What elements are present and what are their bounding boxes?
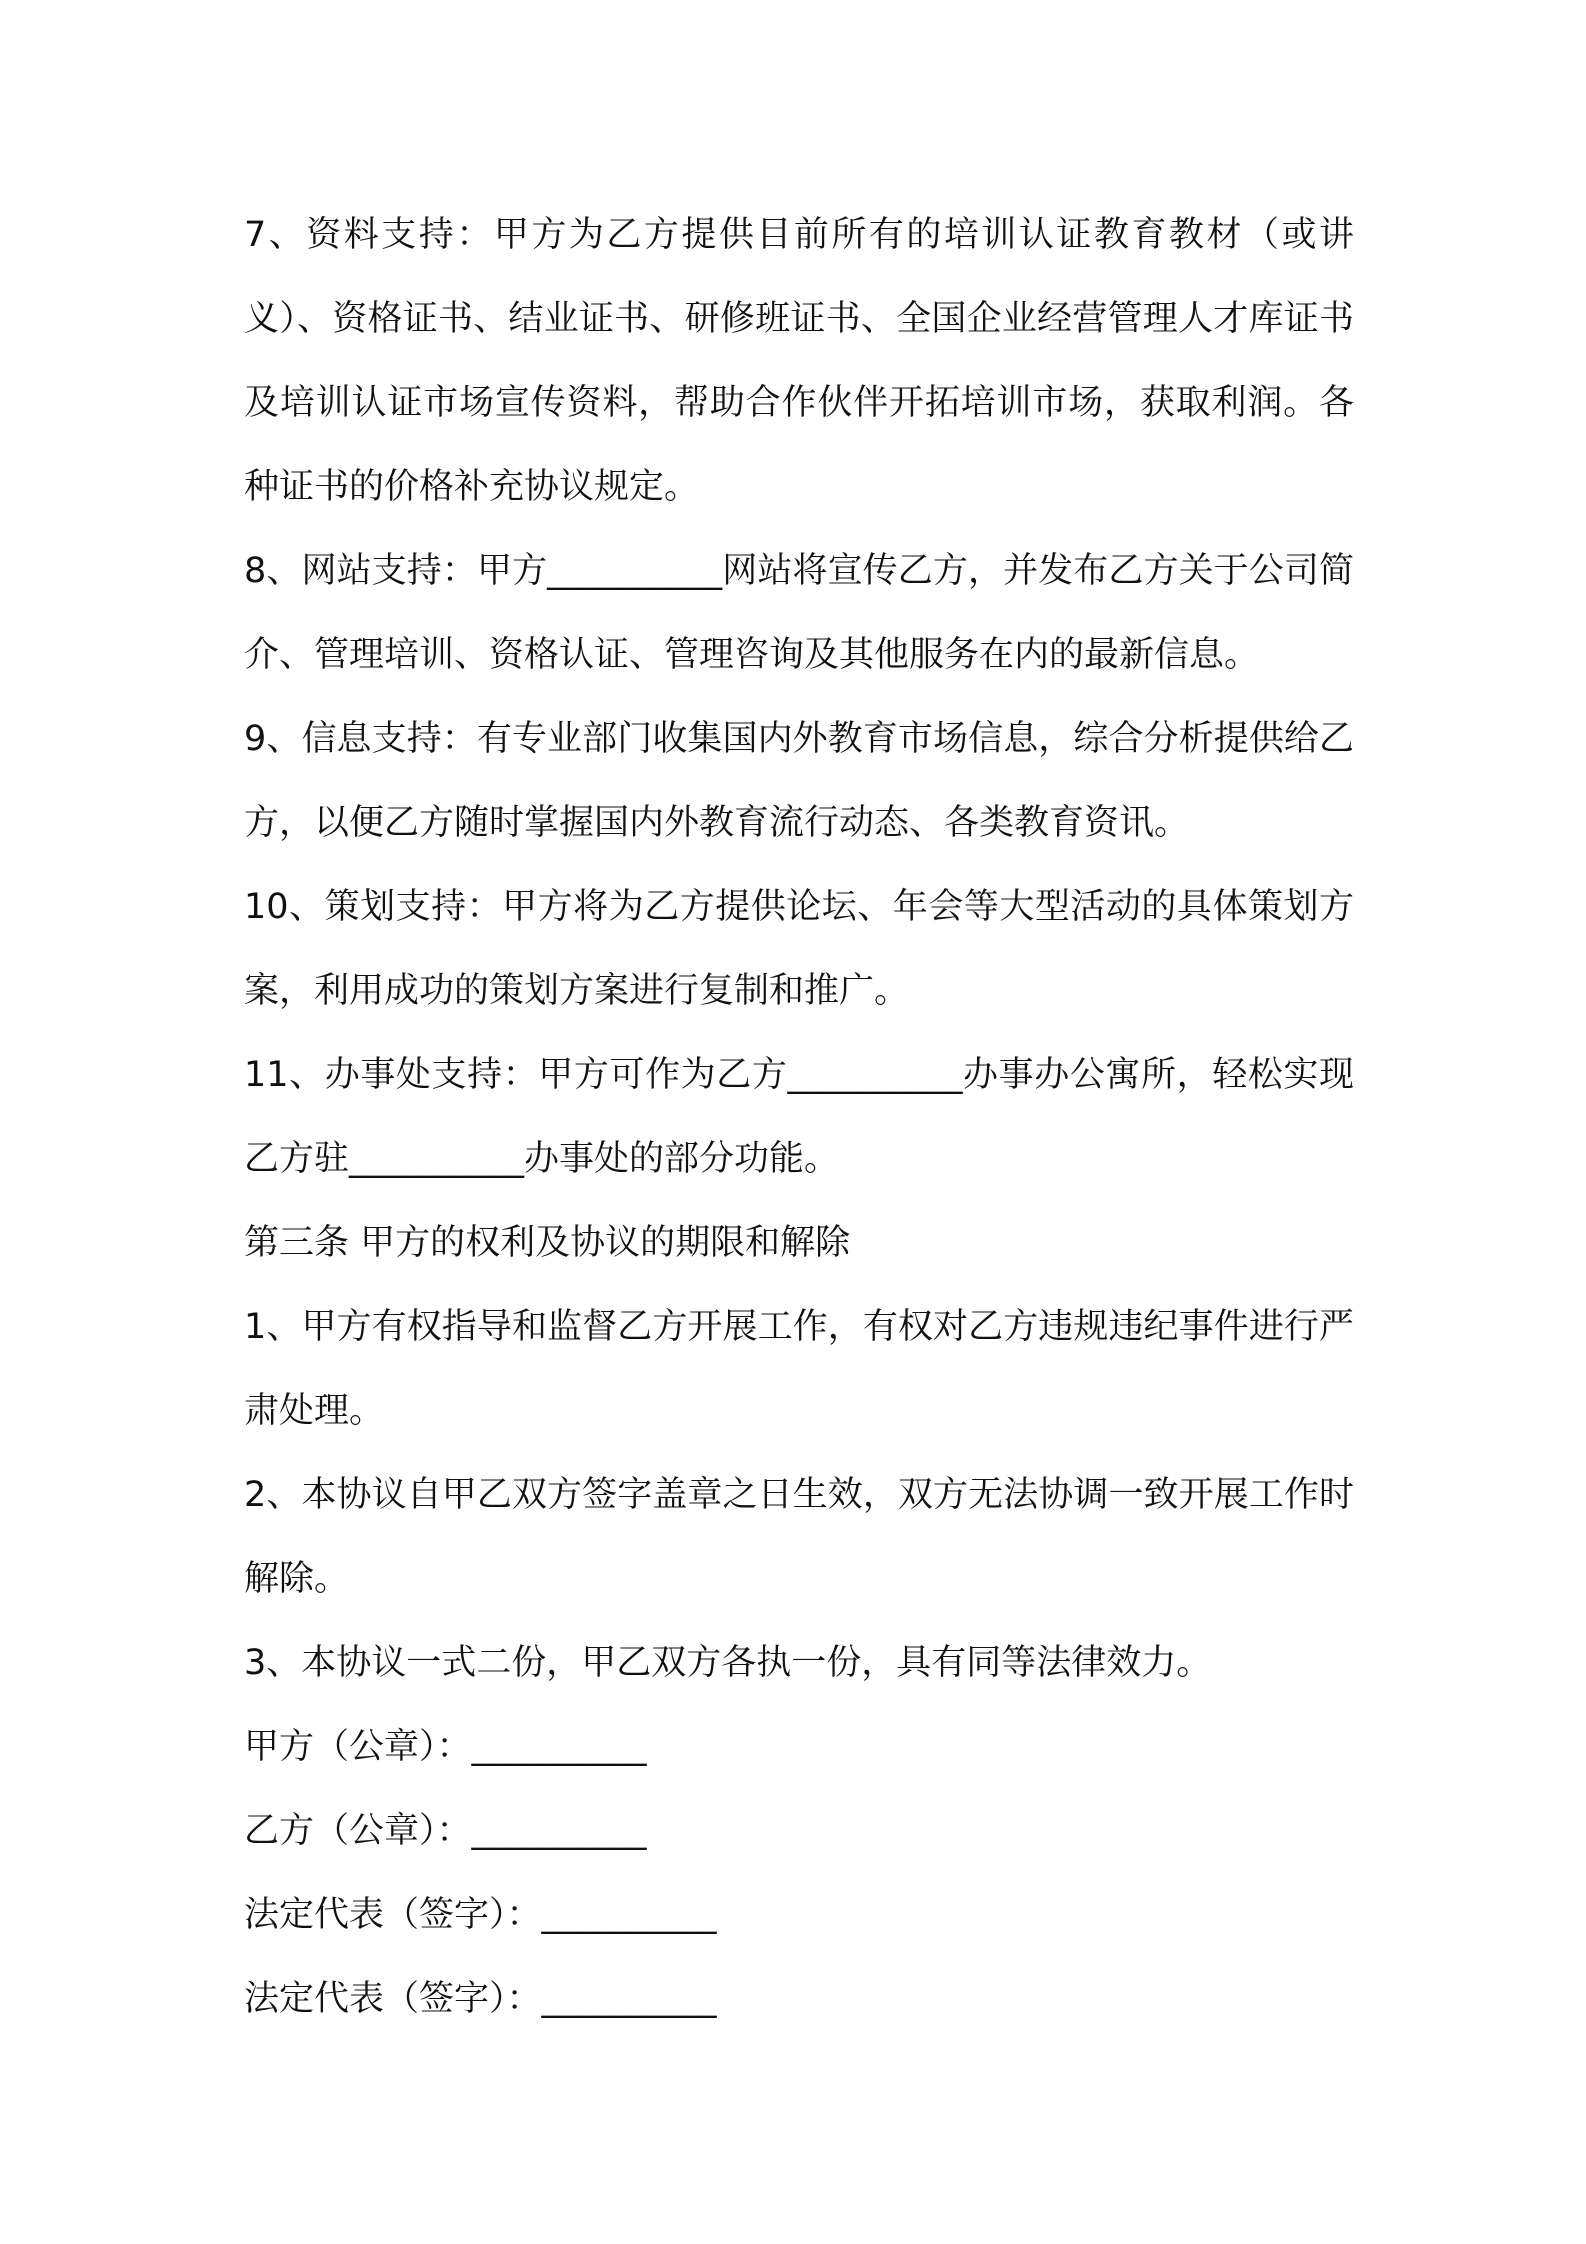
- clause-item-1: 1、甲方有权指导和监督乙方开展工作，有权对乙方违规违纪事件进行严肃处理。: [244, 1307, 1354, 1431]
- signature-party-b-seal: 乙方（公章）：__________: [244, 1811, 647, 1851]
- signature-legal-rep-2: 法定代表（签字）：__________: [244, 1979, 717, 2019]
- clause-heading: 第三条 甲方的权利及协议的期限和解除: [244, 1223, 851, 1263]
- clause-item-3: 3、本协议一式二份，甲乙双方各执一份，具有同等法律效力。: [244, 1643, 1212, 1683]
- paragraph-item-7: 7、资料支持：甲方为乙方提供目前所有的培训认证教育教材（或讲义）、资格证书、结业证书、研修班证书、全国企业经营管理人才库证书及培训认证市场宣传资料，帮助合作伙伴开拓培训市场，获取利润。各种证书的价格补充协议规定。: [244, 215, 1354, 507]
- clause-item-2: 2、本协议自甲乙双方签字盖章之日生效，双方无法协调一致开展工作时解除。: [244, 1475, 1354, 1599]
- document-body: [244, 193, 1354, 2041]
- paragraph-item-10: 10、策划支持：甲方将为乙方提供论坛、年会等大型活动的具体策划方案，利用成功的策划方案进行复制和推广。: [244, 887, 1354, 1011]
- paragraph-item-11: 11、办事处支持：甲方可作为乙方__________办事办公寓所，轻松实现乙方驻__________办事处的部分功能。: [244, 1055, 1354, 1179]
- signature-legal-rep-1: 法定代表（签字）：__________: [244, 1895, 717, 1935]
- paragraph-item-8: 8、网站支持：甲方__________网站将宣传乙方，并发布乙方关于公司简介、管理培训、资格认证、管理咨询及其他服务在内的最新信息。: [244, 551, 1354, 675]
- paragraph-item-9: 9、信息支持：有专业部门收集国内外教育市场信息，综合分析提供给乙方，以便乙方随时掌握国内外教育流行动态、各类教育资讯。: [244, 719, 1354, 843]
- signature-party-a-seal: 甲方（公章）：__________: [244, 1727, 647, 1767]
